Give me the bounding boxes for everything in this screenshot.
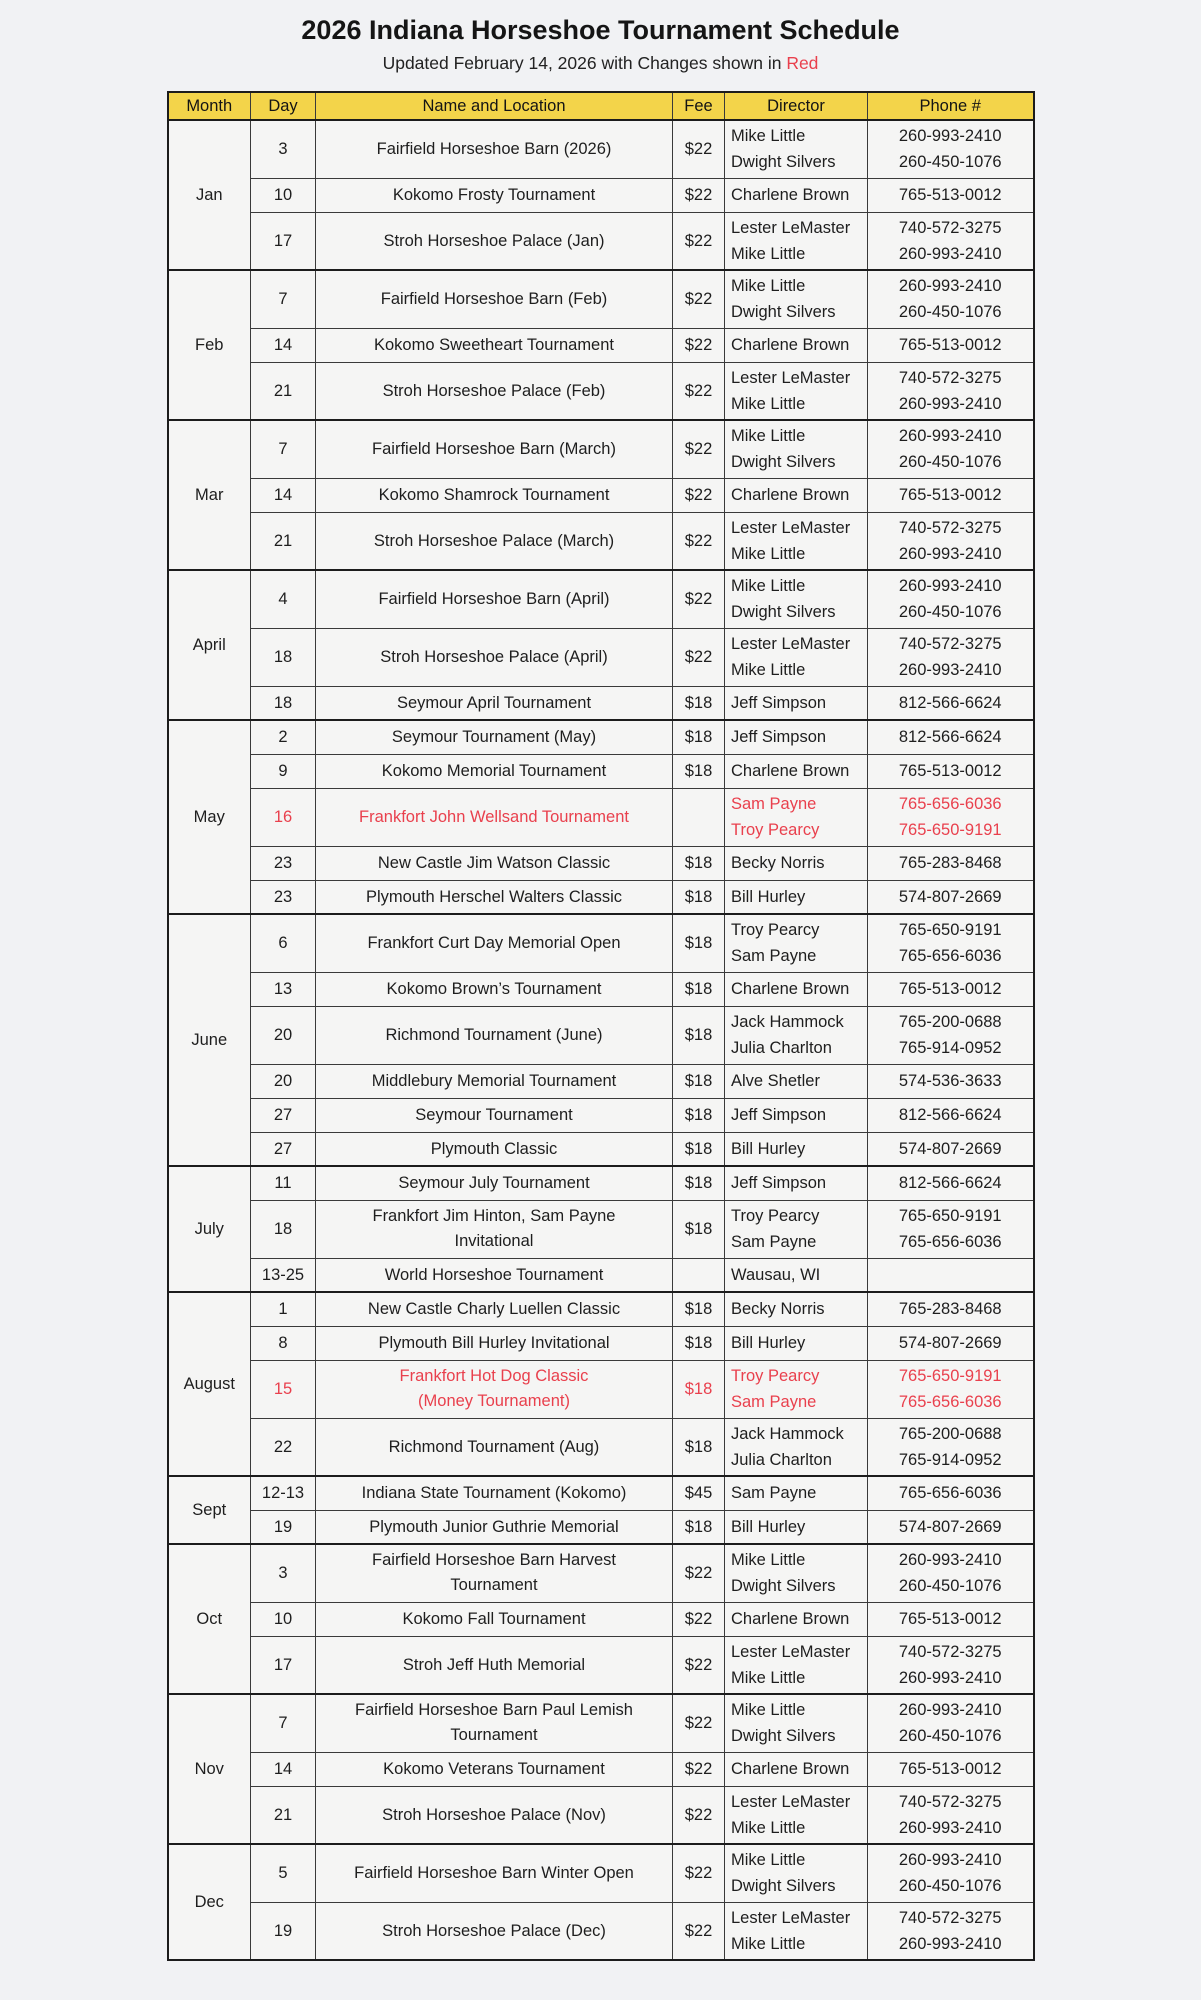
- phone-cell: 765-513-0012: [868, 1752, 1034, 1786]
- name-cell: Frankfort Hot Dog Classic (Money Tournament): [316, 1360, 673, 1418]
- fee-cell: $22: [673, 1694, 725, 1752]
- fee-cell: $18: [673, 1006, 725, 1064]
- director-cell: Bill Hurley: [725, 880, 868, 914]
- day-cell: 3: [251, 1544, 316, 1602]
- phone-cell: 260-993-2410 260-450-1076: [868, 1544, 1034, 1602]
- fee-cell: $18: [673, 914, 725, 972]
- director-cell: Lester LeMaster Mike Little: [725, 212, 868, 270]
- director-cell: Charlene Brown: [725, 972, 868, 1006]
- table-row: [168, 1326, 1034, 1360]
- day-cell: 17: [251, 212, 316, 270]
- month-cell: Mar: [168, 420, 251, 570]
- director-cell: Charlene Brown: [725, 1602, 868, 1636]
- name-cell: Frankfort John Wellsand Tournament: [316, 788, 673, 846]
- fee-cell: $18: [673, 846, 725, 880]
- director-cell: Lester LeMaster Mike Little: [725, 1636, 868, 1694]
- table-row: [168, 1258, 1034, 1292]
- name-cell: Fairfield Horseshoe Barn (April): [316, 570, 673, 628]
- fee-cell: $22: [673, 420, 725, 478]
- table-row: [168, 1902, 1034, 1960]
- table-row: [168, 1418, 1034, 1476]
- fee-cell: $18: [673, 1360, 725, 1418]
- day-cell: 14: [251, 328, 316, 362]
- name-cell: Middlebury Memorial Tournament: [316, 1064, 673, 1098]
- table-row: [168, 270, 1034, 328]
- day-cell: 18: [251, 628, 316, 686]
- name-cell: Richmond Tournament (June): [316, 1006, 673, 1064]
- phone-cell: 812-566-6624: [868, 1098, 1034, 1132]
- day-cell: 5: [251, 1844, 316, 1902]
- table-row: [168, 362, 1034, 420]
- director-cell: Troy Pearcy Sam Payne: [725, 1360, 868, 1418]
- month-cell: June: [168, 914, 251, 1166]
- name-cell: Kokomo Shamrock Tournament: [316, 478, 673, 512]
- name-cell: New Castle Jim Watson Classic: [316, 846, 673, 880]
- day-cell: 21: [251, 1786, 316, 1844]
- table-row: [168, 328, 1034, 362]
- phone-cell: 740-572-3275 260-993-2410: [868, 212, 1034, 270]
- month-cell: Oct: [168, 1544, 251, 1694]
- table-row: [168, 914, 1034, 972]
- director-cell: Mike Little Dwight Silvers: [725, 1694, 868, 1752]
- phone-cell: 765-656-6036 765-650-9191: [868, 788, 1034, 846]
- director-cell: Jack Hammock Julia Charlton: [725, 1006, 868, 1064]
- fee-cell: $18: [673, 1418, 725, 1476]
- day-cell: 18: [251, 686, 316, 720]
- director-cell: Lester LeMaster Mike Little: [725, 1786, 868, 1844]
- table-row: [168, 570, 1034, 628]
- day-cell: 4: [251, 570, 316, 628]
- name-cell: Kokomo Fall Tournament: [316, 1602, 673, 1636]
- month-cell: August: [168, 1292, 251, 1476]
- day-cell: 14: [251, 478, 316, 512]
- day-cell: 16: [251, 788, 316, 846]
- phone-cell: 260-993-2410 260-450-1076: [868, 1844, 1034, 1902]
- month-cell: Jan: [168, 120, 251, 270]
- table-row: [168, 1544, 1034, 1602]
- fee-cell: $22: [673, 270, 725, 328]
- fee-cell: $18: [673, 972, 725, 1006]
- director-cell: Jeff Simpson: [725, 1166, 868, 1200]
- director-cell: Lester LeMaster Mike Little: [725, 1902, 868, 1960]
- fee-cell: $18: [673, 1510, 725, 1544]
- month-cell: Sept: [168, 1476, 251, 1544]
- table-row: [168, 478, 1034, 512]
- name-cell: Frankfort Jim Hinton, Sam Payne Invitational: [316, 1200, 673, 1258]
- table-row: [168, 846, 1034, 880]
- name-cell: Stroh Horseshoe Palace (Nov): [316, 1786, 673, 1844]
- day-cell: 17: [251, 1636, 316, 1694]
- month-cell: July: [168, 1166, 251, 1292]
- name-cell: Stroh Jeff Huth Memorial: [316, 1636, 673, 1694]
- phone-cell: 260-993-2410 260-450-1076: [868, 120, 1034, 178]
- director-cell: Charlene Brown: [725, 478, 868, 512]
- day-cell: 18: [251, 1200, 316, 1258]
- director-cell: Mike Little Dwight Silvers: [725, 420, 868, 478]
- table-row: [168, 1006, 1034, 1064]
- day-cell: 14: [251, 1752, 316, 1786]
- table-row: [168, 880, 1034, 914]
- name-cell: Stroh Horseshoe Palace (Jan): [316, 212, 673, 270]
- fee-cell: $18: [673, 1098, 725, 1132]
- fee-cell: $18: [673, 1064, 725, 1098]
- day-cell: 21: [251, 512, 316, 570]
- name-cell: Fairfield Horseshoe Barn Harvest Tournament: [316, 1544, 673, 1602]
- name-cell: Stroh Horseshoe Palace (Feb): [316, 362, 673, 420]
- day-cell: 21: [251, 362, 316, 420]
- name-cell: Stroh Horseshoe Palace (April): [316, 628, 673, 686]
- table-row: [168, 1098, 1034, 1132]
- table-row: [168, 1166, 1034, 1200]
- fee-cell: $22: [673, 212, 725, 270]
- phone-cell: 740-572-3275 260-993-2410: [868, 362, 1034, 420]
- subtitle-text: Updated February 14, 2026 with Changes shown in: [382, 53, 787, 73]
- phone-cell: 765-656-6036: [868, 1476, 1034, 1510]
- day-cell: 2: [251, 720, 316, 754]
- month-cell: April: [168, 570, 251, 720]
- fee-cell: $18: [673, 1132, 725, 1166]
- fee-cell: $18: [673, 686, 725, 720]
- table-row: [168, 1132, 1034, 1166]
- table-row: [168, 1064, 1034, 1098]
- table-row: [168, 1476, 1034, 1510]
- fee-cell: $22: [673, 1902, 725, 1960]
- director-cell: Charlene Brown: [725, 328, 868, 362]
- page-subtitle: [0, 53, 1201, 74]
- table-row: [168, 788, 1034, 846]
- phone-cell: 574-807-2669: [868, 1132, 1034, 1166]
- name-cell: Seymour Tournament (May): [316, 720, 673, 754]
- day-cell: 27: [251, 1132, 316, 1166]
- phone-cell: 765-200-0688 765-914-0952: [868, 1006, 1034, 1064]
- phone-cell: 765-200-0688 765-914-0952: [868, 1418, 1034, 1476]
- name-cell: Indiana State Tournament (Kokomo): [316, 1476, 673, 1510]
- phone-cell: [868, 1258, 1034, 1292]
- phone-cell: 765-650-9191 765-656-6036: [868, 914, 1034, 972]
- phone-cell: 812-566-6624: [868, 686, 1034, 720]
- fee-cell: $22: [673, 1786, 725, 1844]
- director-cell: Wausau, WI: [725, 1258, 868, 1292]
- phone-cell: 812-566-6624: [868, 1166, 1034, 1200]
- subtitle-red-word: Red: [786, 53, 819, 73]
- director-cell: Troy Pearcy Sam Payne: [725, 914, 868, 972]
- phone-cell: 260-993-2410 260-450-1076: [868, 270, 1034, 328]
- fee-cell: $18: [673, 1326, 725, 1360]
- phone-cell: 765-513-0012: [868, 328, 1034, 362]
- table-row: [168, 1510, 1034, 1544]
- director-cell: Jeff Simpson: [725, 720, 868, 754]
- name-cell: Frankfort Curt Day Memorial Open: [316, 914, 673, 972]
- director-cell: Jack Hammock Julia Charlton: [725, 1418, 868, 1476]
- day-cell: 15: [251, 1360, 316, 1418]
- phone-cell: 765-513-0012: [868, 972, 1034, 1006]
- fee-cell: $18: [673, 1200, 725, 1258]
- name-cell: Stroh Horseshoe Palace (Dec): [316, 1902, 673, 1960]
- header-row: [168, 92, 1034, 120]
- phone-cell: 765-650-9191 765-656-6036: [868, 1360, 1034, 1418]
- director-cell: Alve Shetler: [725, 1064, 868, 1098]
- fee-cell: $45: [673, 1476, 725, 1510]
- table-row: [168, 178, 1034, 212]
- director-cell: Lester LeMaster Mike Little: [725, 628, 868, 686]
- phone-cell: 574-807-2669: [868, 1510, 1034, 1544]
- header-month: Month: [168, 92, 251, 120]
- table-row: [168, 1292, 1034, 1326]
- day-cell: 7: [251, 270, 316, 328]
- phone-cell: 765-513-0012: [868, 178, 1034, 212]
- name-cell: Plymouth Junior Guthrie Memorial: [316, 1510, 673, 1544]
- phone-cell: 574-536-3633: [868, 1064, 1034, 1098]
- day-cell: 1: [251, 1292, 316, 1326]
- day-cell: 7: [251, 1694, 316, 1752]
- director-cell: Mike Little Dwight Silvers: [725, 570, 868, 628]
- name-cell: Kokomo Veterans Tournament: [316, 1752, 673, 1786]
- director-cell: Charlene Brown: [725, 754, 868, 788]
- table-row: [168, 720, 1034, 754]
- month-cell: May: [168, 720, 251, 914]
- fee-cell: $22: [673, 1602, 725, 1636]
- day-cell: 23: [251, 846, 316, 880]
- table-row: [168, 1200, 1034, 1258]
- day-cell: 6: [251, 914, 316, 972]
- director-cell: Sam Payne Troy Pearcy: [725, 788, 868, 846]
- name-cell: Kokomo Memorial Tournament: [316, 754, 673, 788]
- table-row: [168, 754, 1034, 788]
- phone-cell: 765-513-0012: [868, 754, 1034, 788]
- name-cell: Fairfield Horseshoe Barn Paul Lemish Tournament: [316, 1694, 673, 1752]
- name-cell: Fairfield Horseshoe Barn (Feb): [316, 270, 673, 328]
- name-cell: Kokomo Brown’s Tournament: [316, 972, 673, 1006]
- fee-cell: $22: [673, 362, 725, 420]
- day-cell: 12-13: [251, 1476, 316, 1510]
- fee-cell: $22: [673, 120, 725, 178]
- director-cell: Bill Hurley: [725, 1326, 868, 1360]
- page-title: 2026 Indiana Horseshoe Tournament Schedule: [301, 15, 900, 45]
- header-director: Director: [725, 92, 868, 120]
- fee-cell: $18: [673, 1166, 725, 1200]
- table-row: [168, 1360, 1034, 1418]
- day-cell: 23: [251, 880, 316, 914]
- day-cell: 3: [251, 120, 316, 178]
- month-cell: Dec: [168, 1844, 251, 1960]
- phone-cell: 812-566-6624: [868, 720, 1034, 754]
- fee-cell: $22: [673, 512, 725, 570]
- name-cell: Seymour Tournament: [316, 1098, 673, 1132]
- name-cell: Plymouth Classic: [316, 1132, 673, 1166]
- table-row: [168, 420, 1034, 478]
- day-cell: 9: [251, 754, 316, 788]
- director-cell: Jeff Simpson: [725, 1098, 868, 1132]
- director-cell: Charlene Brown: [725, 178, 868, 212]
- name-cell: Fairfield Horseshoe Barn (March): [316, 420, 673, 478]
- name-cell: Kokomo Sweetheart Tournament: [316, 328, 673, 362]
- fee-cell: $22: [673, 1752, 725, 1786]
- table-row: [168, 1694, 1034, 1752]
- day-cell: 20: [251, 1006, 316, 1064]
- fee-cell: [673, 788, 725, 846]
- day-cell: 10: [251, 178, 316, 212]
- table-row: [168, 512, 1034, 570]
- fee-cell: $18: [673, 1292, 725, 1326]
- fee-cell: $18: [673, 754, 725, 788]
- director-cell: Lester LeMaster Mike Little: [725, 362, 868, 420]
- day-cell: 22: [251, 1418, 316, 1476]
- phone-cell: 740-572-3275 260-993-2410: [868, 1902, 1034, 1960]
- name-cell: New Castle Charly Luellen Classic: [316, 1292, 673, 1326]
- director-cell: Jeff Simpson: [725, 686, 868, 720]
- phone-cell: 260-993-2410 260-450-1076: [868, 420, 1034, 478]
- phone-cell: 765-283-8468: [868, 1292, 1034, 1326]
- name-cell: Stroh Horseshoe Palace (March): [316, 512, 673, 570]
- name-cell: Richmond Tournament (Aug): [316, 1418, 673, 1476]
- phone-cell: 765-283-8468: [868, 846, 1034, 880]
- director-cell: Becky Norris: [725, 1292, 868, 1326]
- day-cell: 19: [251, 1902, 316, 1960]
- director-cell: Becky Norris: [725, 846, 868, 880]
- fee-cell: $22: [673, 478, 725, 512]
- day-cell: 13: [251, 972, 316, 1006]
- fee-cell: $22: [673, 1544, 725, 1602]
- table-row: [168, 1752, 1034, 1786]
- fee-cell: $18: [673, 880, 725, 914]
- name-cell: Seymour July Tournament: [316, 1166, 673, 1200]
- phone-cell: 740-572-3275 260-993-2410: [868, 628, 1034, 686]
- fee-cell: [673, 1258, 725, 1292]
- name-cell: Fairfield Horseshoe Barn Winter Open: [316, 1844, 673, 1902]
- director-cell: Bill Hurley: [725, 1510, 868, 1544]
- name-cell: Plymouth Bill Hurley Invitational: [316, 1326, 673, 1360]
- header-phone: Phone #: [868, 92, 1034, 120]
- day-cell: 11: [251, 1166, 316, 1200]
- fee-cell: $22: [673, 1844, 725, 1902]
- table-row: [168, 212, 1034, 270]
- director-cell: Lester LeMaster Mike Little: [725, 512, 868, 570]
- name-cell: Kokomo Frosty Tournament: [316, 178, 673, 212]
- month-cell: Nov: [168, 1694, 251, 1844]
- day-cell: 27: [251, 1098, 316, 1132]
- director-cell: Mike Little Dwight Silvers: [725, 1844, 868, 1902]
- phone-cell: 765-513-0012: [868, 478, 1034, 512]
- fee-cell: $22: [673, 570, 725, 628]
- phone-cell: 260-993-2410 260-450-1076: [868, 570, 1034, 628]
- director-cell: Charlene Brown: [725, 1752, 868, 1786]
- fee-cell: $18: [673, 720, 725, 754]
- phone-cell: 740-572-3275 260-993-2410: [868, 512, 1034, 570]
- schedule-body: [168, 120, 1034, 1960]
- director-cell: Mike Little Dwight Silvers: [725, 270, 868, 328]
- phone-cell: 260-993-2410 260-450-1076: [868, 1694, 1034, 1752]
- day-cell: 8: [251, 1326, 316, 1360]
- phone-cell: 574-807-2669: [868, 880, 1034, 914]
- fee-cell: $22: [673, 1636, 725, 1694]
- table-row: [168, 628, 1034, 686]
- header-fee: Fee: [673, 92, 725, 120]
- day-cell: 10: [251, 1602, 316, 1636]
- table-row: [168, 1602, 1034, 1636]
- name-cell: Plymouth Herschel Walters Classic: [316, 880, 673, 914]
- table-row: [168, 1636, 1034, 1694]
- day-cell: 7: [251, 420, 316, 478]
- fee-cell: $22: [673, 178, 725, 212]
- director-cell: Mike Little Dwight Silvers: [725, 1544, 868, 1602]
- phone-cell: 574-807-2669: [868, 1326, 1034, 1360]
- fee-cell: $22: [673, 328, 725, 362]
- table-row: [168, 120, 1034, 178]
- director-cell: Bill Hurley: [725, 1132, 868, 1166]
- director-cell: Troy Pearcy Sam Payne: [725, 1200, 868, 1258]
- director-cell: Sam Payne: [725, 1476, 868, 1510]
- header-name-location: Name and Location: [316, 92, 673, 120]
- table-row: [168, 686, 1034, 720]
- phone-cell: 765-513-0012: [868, 1602, 1034, 1636]
- table-row: [168, 1786, 1034, 1844]
- name-cell: World Horseshoe Tournament: [316, 1258, 673, 1292]
- day-cell: 20: [251, 1064, 316, 1098]
- table-row: [168, 1844, 1034, 1902]
- fee-cell: $22: [673, 628, 725, 686]
- header-day: Day: [251, 92, 316, 120]
- day-cell: 13-25: [251, 1258, 316, 1292]
- phone-cell: 740-572-3275 260-993-2410: [868, 1636, 1034, 1694]
- table-row: [168, 972, 1034, 1006]
- name-cell: Fairfield Horseshoe Barn (2026): [316, 120, 673, 178]
- day-cell: 19: [251, 1510, 316, 1544]
- phone-cell: 765-650-9191 765-656-6036: [868, 1200, 1034, 1258]
- phone-cell: 740-572-3275 260-993-2410: [868, 1786, 1034, 1844]
- month-cell: Feb: [168, 270, 251, 420]
- director-cell: Mike Little Dwight Silvers: [725, 120, 868, 178]
- name-cell: Seymour April Tournament: [316, 686, 673, 720]
- schedule-table: [167, 91, 1035, 1961]
